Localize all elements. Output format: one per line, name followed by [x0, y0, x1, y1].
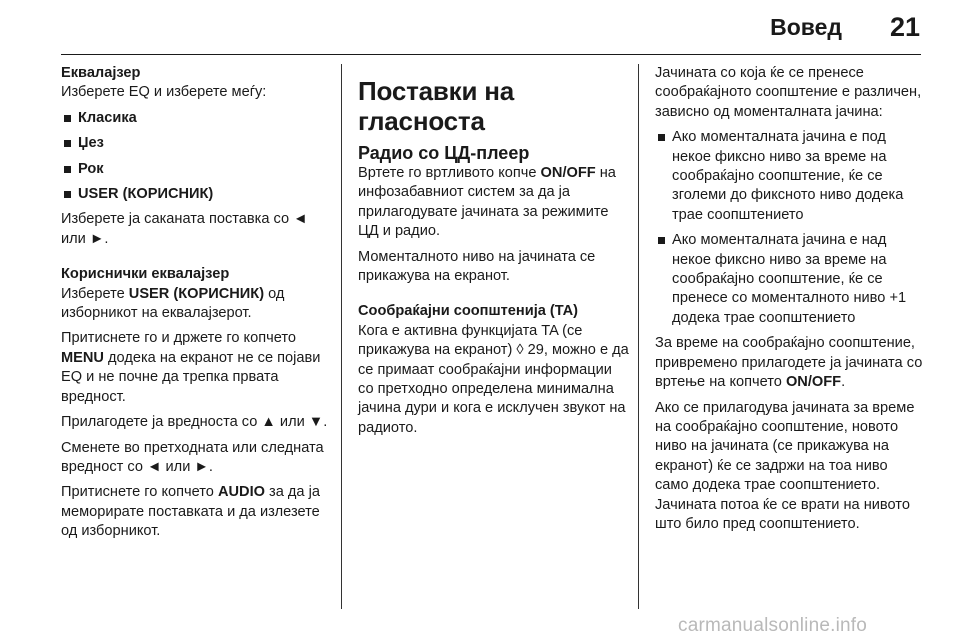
equalizer-select-text: Изберете ја саканата поставка со ◄ или ►. [61, 211, 308, 247]
user-eq-paragraph-3: Прилагодете ја вредноста со ▲ или ▼. [61, 414, 328, 431]
ta-volume-intro: Јачината со која ќе се пренесе сообраќајното соопштение е различен, зависно од моменталната јачина: [655, 65, 922, 120]
equalizer-option: Рок [61, 160, 333, 179]
ta-temporary-adjust-paragraph: За време на сообраќајно соопштение, привремено прилагодете ја јачината со вртење на копчето ON/OFF. [655, 335, 923, 391]
equalizer-option: USER (КОРИСНИК) [61, 185, 333, 204]
header-rule [61, 54, 921, 55]
volume-settings-heading: Поставки на гласноста [358, 76, 515, 136]
radio-paragraph-1: Вртете го вртливото копче ON/OFF на инфозабавниот систем за да ја прилагодувате јачината за режимите ЦД и радио. [358, 165, 616, 240]
traffic-announcements-heading: Сообраќајни соопштенија (TA) [358, 303, 579, 320]
column-left [61, 64, 333, 548]
user-eq-paragraph-1: Изберете USER (КОРИСНИК) од изборникот на еквалајзерот. [61, 285, 285, 322]
radio-cd-heading: Радио со ЦД-плеер [358, 143, 530, 163]
ta-adjust-during-paragraph: Ако се прилагодува јачината за време на сообраќајно соопштение, новото ниво на јачината (се прикажува на екранот) ќе се задржи на тоа ниво само додека трае соопштението. Јачината потоа ќе се врати на нивото што било пред соопштението. [655, 399, 915, 532]
ta-volume-bullet: Ако моменталната јачина е под некое фиксно ниво за време на сообраќајно соопштение, ќе се зголеми до фиксното ниво додека трае соопштението [655, 128, 923, 225]
equalizer-heading: Еквалајзер [61, 65, 141, 81]
radio-paragraph-2: Моменталното ниво на јачината се прикажува на екранот. [358, 248, 596, 285]
equalizer-options-list [61, 109, 333, 205]
ta-volume-list [655, 128, 923, 328]
column-divider [341, 64, 342, 609]
user-eq-paragraph-5: Притиснете го копчето AUDIO за да ја меморирате поставката и да излезете од изборникот. [61, 484, 320, 540]
user-equalizer-heading: Кориснички еквалајзер [61, 266, 230, 283]
user-eq-paragraph-4: Сменете во претходната или следната вредност со ◄ или ►. [61, 439, 324, 475]
user-eq-paragraph-2: Притиснете го и држете го копчето MENU додека на екранот не се појави EQ и не почне да трепка првата вредност. [61, 330, 321, 405]
column-divider [638, 64, 639, 609]
equalizer-intro: Изберете EQ и изберете меѓу: [61, 84, 267, 101]
ta-volume-bullet: Ако моменталната јачина е над некое фиксно ниво за време на сообраќајно соопштение, ќе се пренесе со моменталното ниво +1 додека трае соопштението [655, 231, 923, 328]
column-middle [358, 64, 630, 444]
page-number: 21 [889, 12, 920, 42]
traffic-announcements-paragraph: Кога е активна функцијата TA (се прикажува на екранот) ◊ 29, можно е да се примаат сообраќајни информации со претходно определена минимална јачина дури и кога е исклучен звукот на радиото. [358, 322, 629, 436]
page-header-title: Вовед [770, 14, 842, 40]
equalizer-option: Класика [61, 109, 333, 128]
equalizer-option: Џез [61, 134, 333, 153]
column-right [655, 64, 923, 540]
watermark: carmanualsonline.info [678, 615, 868, 636]
